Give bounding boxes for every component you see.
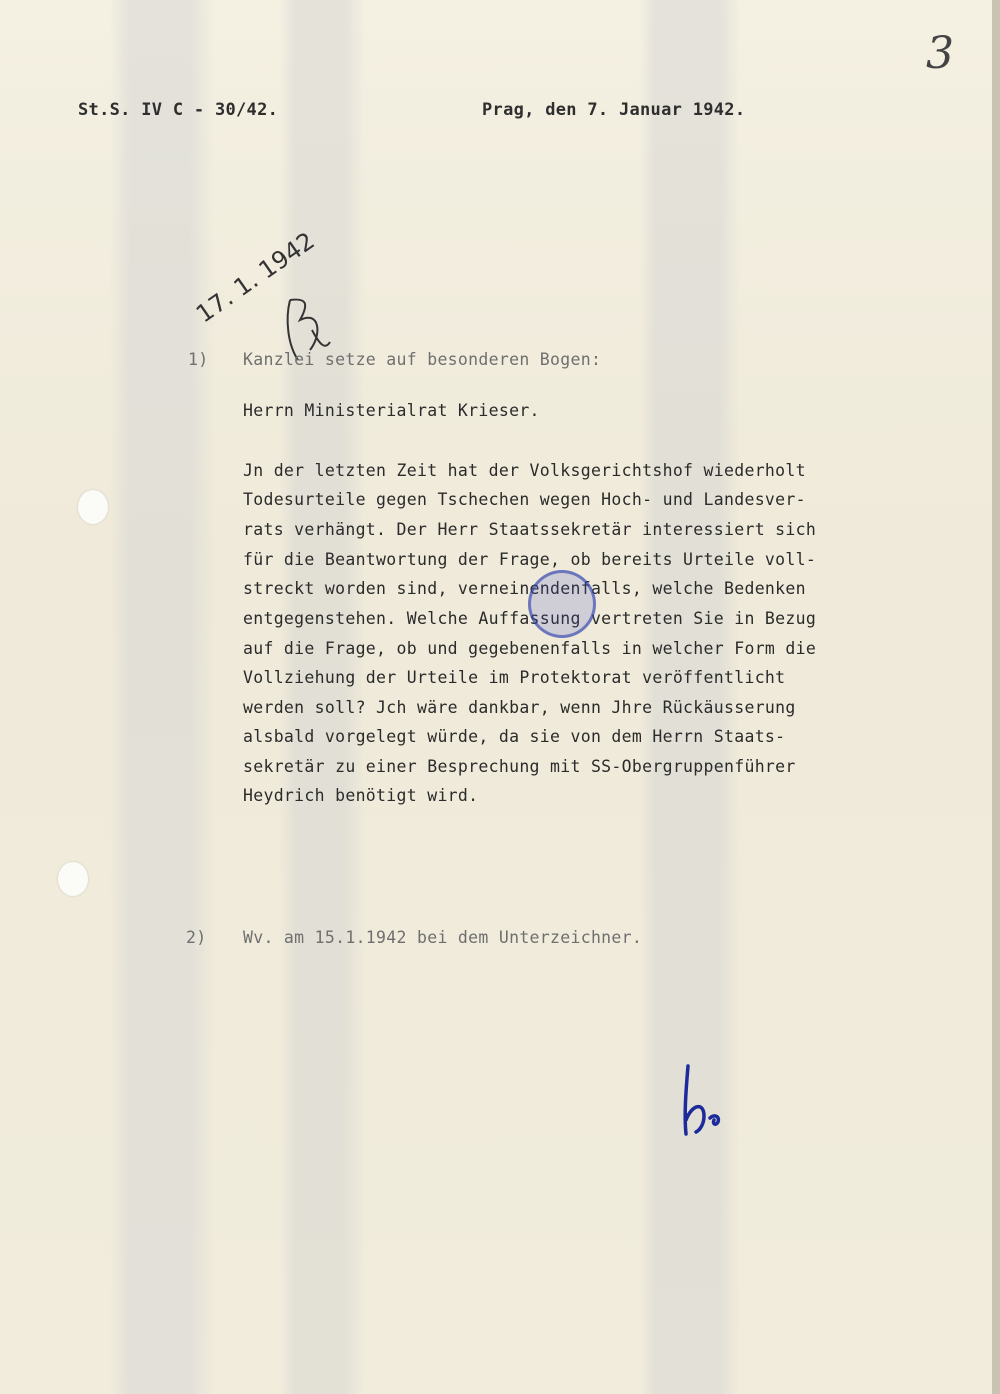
body-line: werden soll? Jch wäre dankbar, wenn Jhre Rückäusserung [243, 698, 796, 717]
addressee: Herrn Ministerialrat Krieser. [243, 401, 540, 420]
reference-number: St.S. IV C - 30/42. [78, 100, 279, 120]
body-line: Jn der letzten Zeit hat der Volksgerichtshof wiederholt [243, 461, 806, 480]
place-and-date: Prag, den 7. Januar 1942. [482, 100, 746, 120]
punch-hole-top [78, 490, 108, 524]
item-1-number: 1) [188, 350, 209, 369]
body-line: sekretär zu einer Besprechung mit SS-Obergruppenführer [243, 757, 796, 776]
body-line: entgegenstehen. Welche Auffassung vertreten Sie in Bezug [243, 609, 817, 628]
item-2-resubmission-note: Wv. am 15.1.1942 bei dem Unterzeichner. [243, 928, 643, 947]
body-line: für die Beantwortung der Frage, ob bereits Urteile voll- [243, 550, 817, 569]
body-line: Heydrich benötigt wird. [243, 786, 479, 805]
body-line: alsbald vorgelegt würde, da sie von dem Herrn Staats- [243, 727, 786, 746]
item-2-number: 2) [186, 928, 207, 947]
punch-hole-bottom [58, 862, 88, 896]
folio-number: 3 [926, 28, 954, 79]
body-line: rats verhängt. Der Herr Staatssekretär interessiert sich [243, 520, 817, 539]
paper-edge [992, 0, 1000, 1394]
body-line: streckt worden sind, verneinendenfalls, welche Bedenken [243, 579, 806, 598]
item-1-instruction: Kanzlei setze auf besonderen Bogen: [243, 350, 602, 369]
body-line: auf die Frage, ob und gegebenenfalls in welcher Form die [243, 639, 817, 658]
registry-date-text: 17. 1. 1942 [191, 226, 320, 329]
signature-mark [670, 1060, 740, 1140]
body-line: Todesurteile gegen Tschechen wegen Hoch- und Landesver- [243, 490, 806, 509]
office-round-stamp [528, 570, 596, 638]
body-line: Vollziehung der Urteile im Protektorat veröffentlicht [243, 668, 786, 687]
